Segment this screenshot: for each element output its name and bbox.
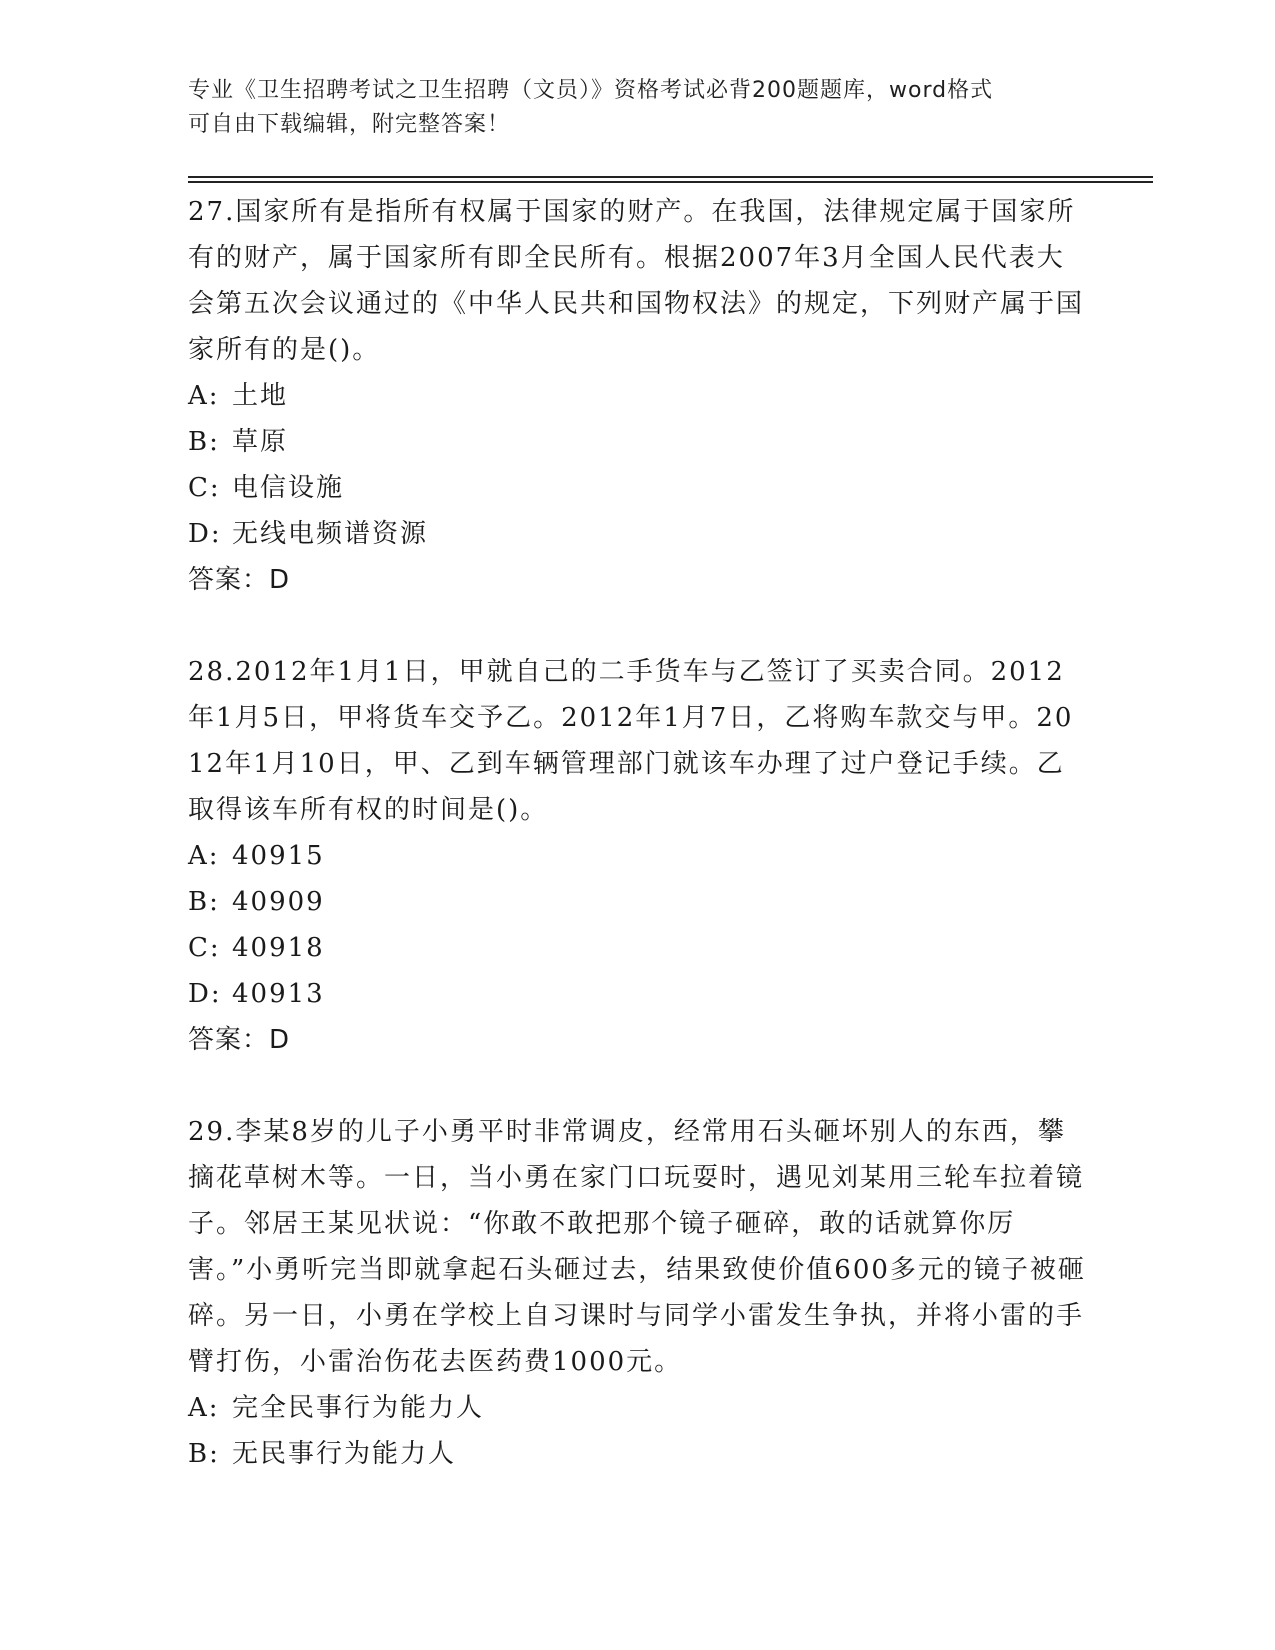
option-text: 无线电频谱资源 <box>232 519 429 549</box>
answer-line: 答案：D <box>188 565 291 595</box>
option-label: C: <box>188 473 221 503</box>
option-text: 完全民事行为能力人 <box>232 1393 485 1423</box>
option-text: 土地 <box>232 381 289 411</box>
document-header <box>188 74 1068 142</box>
option-label: A: <box>188 381 220 411</box>
option-a <box>188 373 1088 419</box>
option-c <box>188 925 1088 971</box>
option-text: 40909 <box>232 887 325 917</box>
option-text: 草原 <box>232 427 289 457</box>
header-divider-top <box>188 176 1153 178</box>
question-text: 27.国家所有是指所有权属于国家的财产。在我国，法律规定属于国家所有的财产，属于国家所有即全民所有。根据2007年3月全国人民代表大会第五次会议通过的《中华人民共和国物权法》的规定，下列财产属于国家所有的是()。 <box>188 197 1085 365</box>
option-a <box>188 1385 1088 1431</box>
option-label: B: <box>188 427 220 457</box>
option-a <box>188 833 1088 879</box>
option-label: B: <box>188 887 220 917</box>
question-text: 28.2012年1月1日，甲就自己的二手货车与乙签订了买卖合同。2012年1月5日，甲将货车交予乙。2012年1月7日，乙将购车款交与甲。2012年1月10日，甲、乙到车辆管理部门就该车办理了过户登记手续。乙取得该车所有权的时间是()。 <box>188 657 1074 825</box>
question-27 <box>188 189 1088 603</box>
option-b <box>188 1431 1088 1477</box>
question-29 <box>188 1109 1088 1477</box>
question-list <box>188 189 1088 1477</box>
option-label: D: <box>188 519 222 549</box>
spacer <box>188 603 1088 649</box>
header-line-2: 可自由下载编辑，附完整答案！ <box>188 112 511 137</box>
option-label: B: <box>188 1439 220 1469</box>
option-b <box>188 879 1088 925</box>
spacer <box>188 1063 1088 1109</box>
option-label: A: <box>188 1393 220 1423</box>
option-d <box>188 971 1088 1017</box>
question-text: 29.李某8岁的儿子小勇平时非常调皮，经常用石头砸坏别人的东西，攀摘花草树木等。一日，当小勇在家门口玩耍时，遇见刘某用三轮车拉着镜子。邻居王某见状说：“你敢不敢把那个镜子砸碎，敢的话就算你厉害。”小勇听完当即就拿起石头砸过去，结果致使价值600多元的镜子被砸碎。另一日，小勇在学校上自习课时与同学小雷发生争执，并将小雷的手臂打伤，小雷治伤花去医药费1000元。 <box>188 1117 1086 1377</box>
option-text: 无民事行为能力人 <box>232 1439 457 1469</box>
option-text: 40918 <box>232 933 325 963</box>
header-line-1: 专业《卫生招聘考试之卫生招聘（文员）》资格考试必背200题题库，word格式 <box>188 78 994 103</box>
option-text: 电信设施 <box>232 473 345 503</box>
option-text: 40915 <box>232 841 325 871</box>
option-b <box>188 419 1088 465</box>
answer-line: 答案：D <box>188 1025 291 1055</box>
option-label: C: <box>188 933 221 963</box>
question-28 <box>188 649 1088 1063</box>
header-divider-bottom <box>188 181 1153 183</box>
option-label: D: <box>188 979 222 1009</box>
option-label: A: <box>188 841 220 871</box>
option-d <box>188 511 1088 557</box>
option-c <box>188 465 1088 511</box>
option-text: 40913 <box>232 979 325 1009</box>
